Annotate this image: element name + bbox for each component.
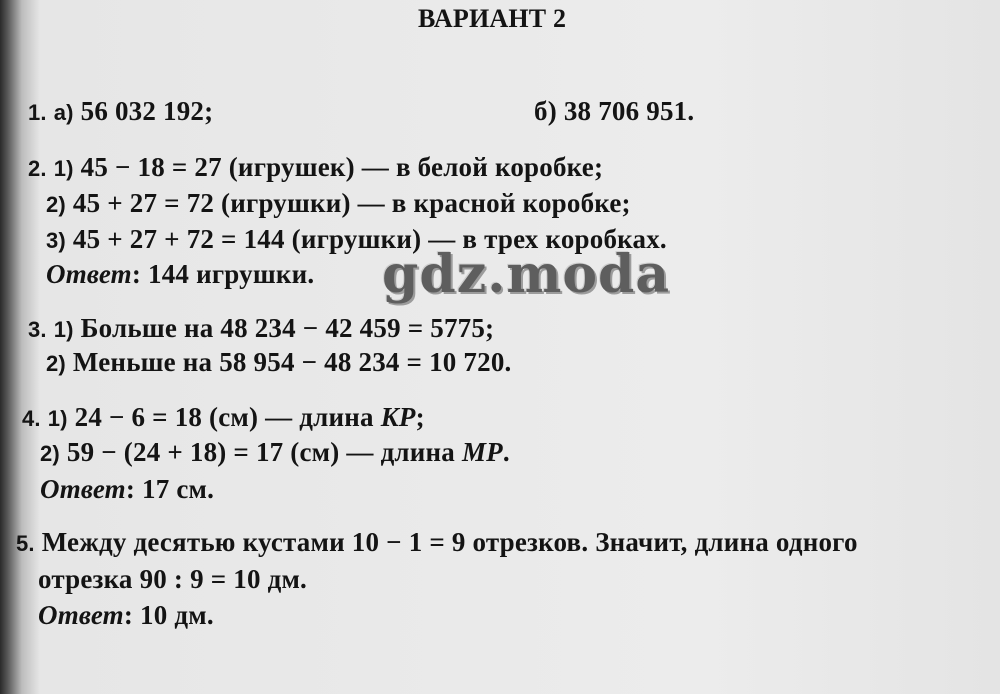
task-2-step-3-number: 3) <box>46 228 66 253</box>
task-1-b-value: 38 706 951. <box>563 96 695 126</box>
task-4-step-2-segment: MP <box>461 437 503 467</box>
task-2-answer-label: Ответ <box>46 259 132 289</box>
task-2-step-2-text: 45 + 27 = 72 (игрушки) — в красной коробке; <box>72 188 631 218</box>
task-2-answer-text: : 144 игрушки. <box>131 259 315 289</box>
task-2-step-2 <box>46 188 631 219</box>
task-5-line-2 <box>38 564 307 595</box>
task-5-line-1-text: Между десятью кустами 10 − 1 = 9 отрезков. Значит, длина одного <box>41 527 858 557</box>
task-5-answer-label: Ответ <box>38 600 124 630</box>
task-3-step-1-text: Больше на 48 234 − 42 459 = 5775; <box>80 313 495 343</box>
task-4-number: 4. <box>22 406 41 431</box>
task-2-step-1-text: 45 − 18 = 27 (игрушек) — в белой коробке; <box>80 152 604 182</box>
task-1-a-value: 56 032 192; <box>80 96 214 126</box>
task-2-answer <box>46 259 314 290</box>
task-4-step-2-number: 2) <box>40 441 60 466</box>
task-2-step-2-number: 2) <box>46 192 66 217</box>
task-5-answer-text: : 10 дм. <box>123 600 214 630</box>
task-4-step-1-end: ; <box>415 402 425 432</box>
watermark: gdz.moda <box>382 244 671 305</box>
task-1-b-label: б) <box>534 96 557 126</box>
task-3-step-2-number: 2) <box>46 351 66 376</box>
task-4-step-2 <box>40 437 510 468</box>
task-2-step-3-text: 45 + 27 + 72 = 144 (игрушки) — в трех коробках. <box>72 224 667 254</box>
task-3-step-1-number: 1) <box>53 317 74 342</box>
task-5-answer <box>38 600 214 631</box>
task-4-step-1-segment: KP <box>380 402 416 432</box>
task-1-part-a <box>28 96 213 127</box>
task-1-part-b <box>534 96 694 127</box>
task-3-step-1 <box>28 313 494 344</box>
task-4-step-1-number: 1) <box>47 406 68 431</box>
task-5-line-1 <box>16 527 858 558</box>
task-2-step-1 <box>28 152 603 183</box>
task-1-a-label: а) <box>53 100 74 125</box>
task-4-answer-label: Ответ <box>40 474 126 504</box>
task-5-line-2-text: отрезка 90 : 9 = 10 дм. <box>38 564 308 594</box>
task-4-step-2-end: . <box>502 437 510 467</box>
task-3-step-2-text: Меньше на 58 954 − 48 234 = 10 720. <box>72 347 512 377</box>
task-4-answer-text: : 17 см. <box>125 474 215 504</box>
task-4-answer <box>40 474 214 505</box>
task-5-number: 5. <box>16 531 35 556</box>
task-2-step-1-number: 1) <box>53 156 74 181</box>
task-3-number: 3. <box>28 317 47 342</box>
task-4-step-2-text: 59 − (24 + 18) = 17 (см) — длина <box>66 437 462 467</box>
task-2-number: 2. <box>28 156 47 181</box>
task-3-step-2 <box>46 347 511 378</box>
task-1-number: 1. <box>28 100 47 125</box>
task-4-step-1-text: 24 − 6 = 18 (см) — длина <box>74 402 381 432</box>
page-title: ВАРИАНТ 2 <box>418 4 567 33</box>
task-4-step-1 <box>22 402 425 433</box>
